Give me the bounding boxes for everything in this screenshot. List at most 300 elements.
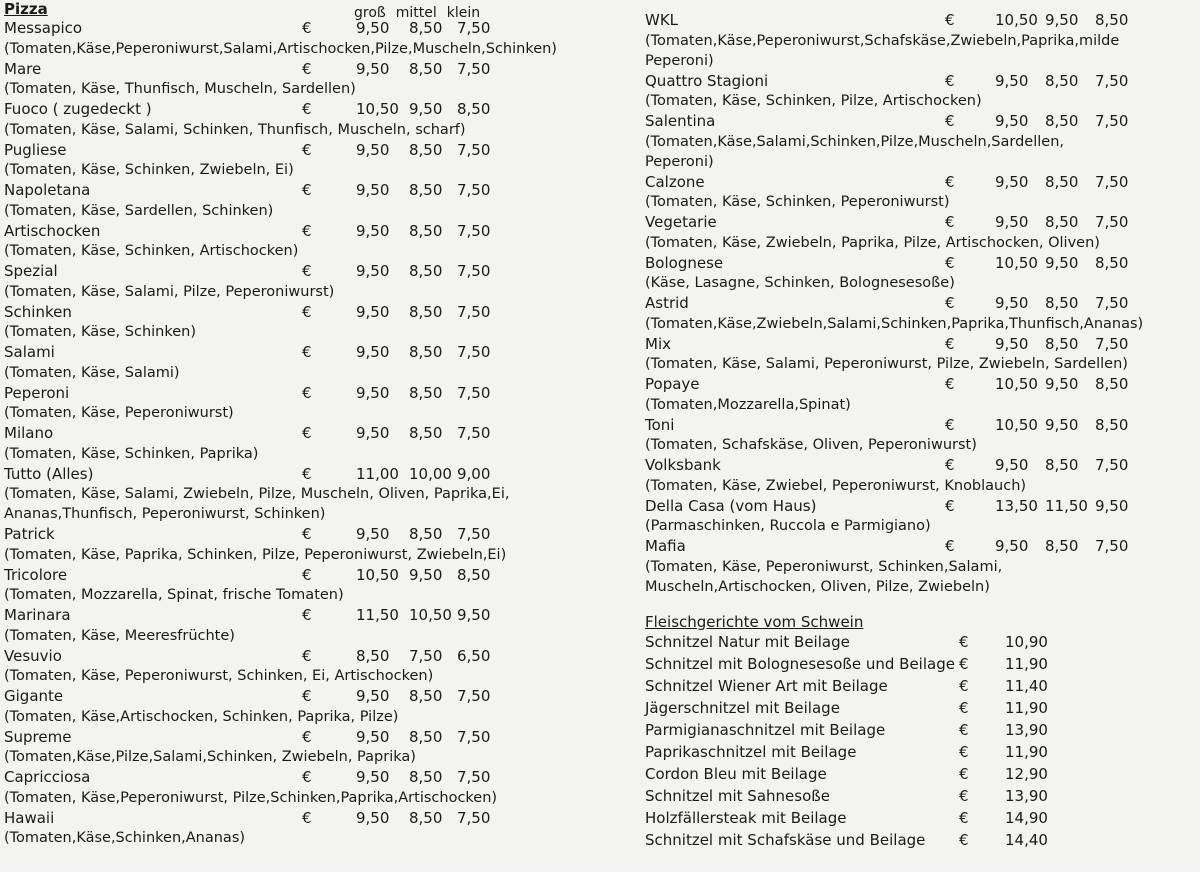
currency-symbol: € [302,59,312,78]
meat-item-price: 11,40 [1005,676,1048,695]
ingredients-line: Muscheln,Artischocken, Oliven, Pilze, Zwiebeln) [645,578,990,595]
menu-item-row [4,808,604,829]
price-mittel: 8,50 [1045,213,1079,231]
menu-item-name: Tutto (Alles) [4,464,94,483]
menu-item [4,423,604,464]
price-mittel: 8,50 [409,768,443,786]
ingredients-line: (Tomaten, Käse,Artischocken, Schinken, Paprika, Pilze) [4,708,399,725]
price-klein: 8,50 [457,100,491,118]
meat-item-name: Holzfällersteak mit Beilage [645,808,847,827]
price-klein: 9,50 [1095,496,1129,515]
price-mittel: 8,50 [409,302,443,321]
price-mittel: 9,50 [1045,375,1079,393]
currency-symbol: € [302,181,312,199]
price-mittel: 8,50 [1045,537,1079,555]
menu-item-row [4,99,604,120]
meat-item-name: Parmigianaschnitzel mit Beilage [645,720,886,739]
ingredients-line: (Tomaten,Mozzarella,Spinat) [645,396,851,413]
menu-item-name: Peperoni [4,383,70,402]
ingredients-line: (Tomaten, Käse, Salami, Schinken, Thunfisch, Muscheln, scharf) [4,121,466,138]
currency-symbol: € [945,71,955,90]
currency-symbol: € [302,302,312,321]
ingredients-line: (Tomaten, Käse, Zwiebeln, Paprika, Pilze, Artischocken, Oliven) [645,234,1100,251]
menu-item [4,727,604,768]
price-mittel: 9,50 [1045,415,1079,434]
meat-item-name: Schnitzel Natur mit Beilage [645,632,850,651]
left-column [4,0,604,848]
price-gross: 9,50 [356,687,390,705]
menu-item [4,464,604,525]
currency-symbol: € [945,172,955,191]
ingredients-line: (Tomaten, Käse, Zwiebel, Peperoniwurst, Knoblauch) [645,477,1027,494]
meat-item-price: 11,90 [1005,654,1048,673]
price-mittel: 8,50 [409,525,443,543]
meat-item-price: 14,40 [1005,830,1048,849]
price-mittel: 9,50 [409,100,443,118]
menu-item-row [4,565,604,586]
price-gross: 9,50 [995,294,1029,312]
currency-symbol: € [959,676,969,695]
meat-item [645,697,1195,719]
price-mittel: 9,50 [409,565,443,584]
price-klein: 7,50 [457,181,491,199]
right-column [645,0,1195,851]
menu-item-name: WKL [645,11,679,29]
price-mittel: 8,50 [409,181,443,199]
menu-item [645,415,1195,456]
price-klein: 8,50 [457,565,491,584]
price-mittel: 8,50 [409,59,443,78]
menu-item-name: Napoletana [4,181,91,199]
ingredients-line: (Tomaten,Käse,Peperoniwurst,Salami,Artischocken,Pilze,Muscheln,Schinken) [4,40,557,57]
meat-item [645,829,1195,851]
size-mittel: mittel [395,5,437,21]
price-mittel: 8,50 [409,383,443,402]
ingredients-line: (Tomaten, Käse, Salami) [4,364,180,381]
menu-item-name: Gigante [4,687,64,705]
meat-item-price: 11,90 [1005,742,1048,761]
meat-item-name: Schnitzel mit Bolognesesoße und Beilage [645,654,955,673]
price-mittel: 8,50 [1045,112,1079,130]
price-klein: 7,50 [1095,213,1129,231]
currency-symbol: € [959,808,969,827]
menu-item [4,99,604,140]
price-klein: 7,50 [457,525,491,543]
ingredients-line: (Parmaschinken, Ruccola e Parmigiano) [645,518,931,534]
price-mittel: 8,50 [1045,334,1079,353]
ingredients-line: (Tomaten,Käse,Pilze,Salami,Schinken, Zwiebeln, Paprika) [4,749,416,765]
price-gross: 9,50 [356,59,390,78]
menu-item [645,111,1195,172]
price-klein: 8,50 [1095,253,1129,272]
menu-item-row [645,415,1195,436]
menu-item-row [4,383,604,404]
ingredients-line: (Tomaten,Käse,Schinken,Ananas) [4,830,246,846]
menu-item [645,172,1195,213]
menu-item-name: Bolognese [645,253,724,272]
menu-item-row [645,10,1195,31]
size-klein: klein [446,5,481,21]
currency-symbol: € [302,565,312,584]
ingredients-line: (Tomaten,Käse,Peperoniwurst,Schafskäse,Zwiebeln,Paprika,milde [645,32,1120,49]
menu-item-name: Messapico [4,19,83,37]
menu-item-row [4,18,604,39]
ingredients-line: (Tomaten, Käse, Peperoniwurst, Schinken, Ei, Artischocken) [4,668,434,684]
menu-item-row [645,334,1195,355]
menu-item [645,334,1195,375]
currency-symbol: € [959,742,969,761]
price-klein: 7,50 [457,343,491,361]
currency-symbol: € [302,140,312,159]
price-klein: 7,50 [457,59,491,78]
menu-item-name: Supreme [4,727,72,746]
menu-item-name: Artischocken [4,221,101,240]
price-gross: 9,50 [995,213,1029,231]
currency-symbol: € [945,537,955,555]
menu-item [645,293,1195,334]
menu-item-row [4,261,604,282]
menu-item-name: Spezial [4,262,58,280]
price-mittel: 8,50 [409,687,443,705]
ingredients-line: (Tomaten, Käse, Schinken, Pilze, Artischocken) [645,93,982,109]
price-klein: 7,50 [457,768,491,786]
price-mittel: 9,50 [1045,11,1079,29]
menu-item-name: Vesuvio [4,646,62,665]
menu-item-row [4,221,604,242]
price-gross: 9,50 [356,302,390,321]
price-mittel: 10,50 [409,606,452,624]
menu-item [4,524,604,565]
ingredients-line: (Tomaten, Käse, Paprika, Schinken, Pilze, Peperoniwurst, Zwiebeln,Ei) [4,546,507,563]
price-mittel: 8,50 [1045,294,1079,312]
meat-item [645,785,1195,807]
menu-item-name: Tricolore [4,565,68,584]
meat-item [645,631,1195,653]
price-gross: 9,50 [995,172,1029,191]
pizza-section-title: Pizza [4,0,48,18]
currency-symbol: € [959,830,969,849]
menu-item [4,808,604,849]
price-gross: 9,50 [356,343,390,361]
meat-item [645,763,1195,785]
price-mittel: 8,50 [409,221,443,240]
price-mittel: 8,50 [1045,172,1079,191]
pizza-list-right [645,10,1195,597]
price-gross: 9,50 [356,140,390,159]
price-gross: 9,50 [356,768,390,786]
menu-item-row [645,172,1195,193]
price-gross: 9,50 [356,221,390,240]
price-klein: 8,50 [1095,11,1129,29]
menu-item [645,455,1195,496]
pizza-list-left [4,18,604,848]
menu-item-row [4,140,604,161]
menu-item-name: Vegetarie [645,213,717,231]
ingredients-line: (Tomaten, Käse, Salami, Pilze, Peperoniwurst) [4,283,335,300]
menu-item [645,71,1195,112]
meat-item-price: 13,90 [1005,720,1048,739]
currency-symbol: € [302,262,312,280]
currency-symbol: € [302,424,312,442]
price-klein: 7,50 [457,727,491,746]
price-mittel: 9,50 [1045,253,1079,272]
price-gross: 10,50 [995,415,1038,434]
menu-item [4,180,604,221]
price-klein: 7,50 [457,262,491,280]
ingredients-line: (Tomaten, Schafskäse, Oliven, Peperoniwurst) [645,437,977,453]
meat-item [645,675,1195,697]
price-mittel: 10,00 [409,464,452,483]
meat-item-price: 12,90 [1005,764,1048,783]
price-klein: 7,50 [457,140,491,159]
currency-symbol: € [302,808,312,827]
menu-item-row [4,302,604,323]
price-klein: 7,50 [1095,112,1129,130]
menu-item-name: Astrid [645,294,689,312]
menu-item-name: Mix [645,334,671,353]
currency-symbol: € [945,213,955,231]
currency-symbol: € [959,720,969,739]
menu-item-name: Schinken [4,302,72,321]
meat-item-name: Schnitzel Wiener Art mit Beilage [645,676,888,695]
currency-symbol: € [302,525,312,543]
ingredients-line: (Tomaten, Käse, Sardellen, Schinken) [4,202,274,219]
menu-item-row [645,496,1195,517]
currency-symbol: € [945,11,955,29]
ingredients-line: (Tomaten, Käse, Peperoniwurst) [4,405,234,421]
price-gross: 9,50 [356,424,390,442]
price-mittel: 11,50 [1045,496,1088,515]
menu-item-row [4,180,604,201]
menu-item [645,212,1195,253]
price-klein: 7,50 [457,424,491,442]
price-gross: 11,00 [356,464,399,483]
menu-item [645,10,1195,71]
currency-symbol: € [959,764,969,783]
price-mittel: 7,50 [409,646,443,665]
menu-item [645,374,1195,415]
menu-item-row [4,605,604,626]
price-klein: 9,00 [457,464,491,483]
price-gross: 8,50 [356,646,390,665]
currency-symbol: € [945,294,955,312]
menu-item-row [4,686,604,707]
price-gross: 9,50 [356,525,390,543]
menu-item-name: Milano [4,424,54,442]
price-mittel: 8,50 [409,343,443,361]
menu-item [4,221,604,262]
menu-item [4,605,604,646]
currency-symbol: € [945,496,955,515]
price-gross: 11,50 [356,606,399,624]
price-klein: 7,50 [1095,294,1129,312]
price-gross: 9,50 [995,537,1029,555]
currency-symbol: € [945,415,955,434]
price-mittel: 8,50 [409,424,443,442]
currency-symbol: € [302,646,312,665]
ingredients-line: (Tomaten, Käse, Schinken, Zwiebeln, Ei) [4,162,294,178]
currency-symbol: € [302,19,312,37]
menu-item [4,18,604,59]
currency-symbol: € [302,343,312,361]
meat-item [645,741,1195,763]
meat-item [645,719,1195,741]
currency-symbol: € [302,383,312,402]
currency-symbol: € [945,112,955,130]
price-gross: 10,50 [995,253,1038,272]
ingredients-line: (Tomaten,Käse,Salami,Schinken,Pilze,Muscheln,Sardellen, [645,133,1064,150]
meat-item-name: Schnitzel mit Sahnesoße [645,786,830,805]
currency-symbol: € [302,100,312,118]
meat-item-price: 13,90 [1005,786,1048,805]
menu-item-row [645,536,1195,557]
meat-item-name: Cordon Bleu mit Beilage [645,764,827,783]
ingredients-line: (Tomaten, Käse, Salami, Peperoniwurst, Pilze, Zwiebeln, Sardellen) [645,356,1128,372]
ingredients-line: (Tomaten, Käse, Schinken, Peperoniwurst) [645,194,950,210]
ingredients-line: (Tomaten, Käse,Peperoniwurst, Pilze,Schinken,Paprika,Artischocken) [4,789,498,806]
price-klein: 7,50 [1095,456,1129,474]
menu-item [4,59,604,100]
price-gross: 9,50 [995,334,1029,353]
menu-item-row [4,59,604,80]
menu-item-name: Patrick [4,525,55,543]
price-klein: 7,50 [1095,537,1129,555]
currency-symbol: € [959,632,969,651]
currency-symbol: € [959,786,969,805]
currency-symbol: € [302,727,312,746]
menu-item-row [4,767,604,788]
menu-item-row [645,455,1195,476]
menu-item-row [4,464,604,485]
ingredients-line: (Tomaten, Käse, Peperoniwurst, Schinken,Salami, [645,558,1003,575]
menu-item [4,686,604,727]
price-klein: 7,50 [457,687,491,705]
menu-item-name: Salentina [645,112,716,130]
menu-item-row [645,212,1195,233]
menu-item [4,565,604,606]
price-gross: 9,50 [356,262,390,280]
meat-item-price: 10,90 [1005,632,1048,651]
price-gross: 9,50 [356,727,390,746]
price-klein: 6,50 [457,646,491,665]
menu-item [4,342,604,383]
price-klein: 7,50 [1095,172,1129,191]
price-gross: 9,50 [995,71,1029,90]
meat-item-name: Schnitzel mit Schafskäse und Beilage [645,830,926,849]
price-klein: 7,50 [457,808,491,827]
price-gross: 10,50 [356,565,399,584]
currency-symbol: € [302,464,312,483]
price-klein: 9,50 [457,606,491,624]
menu-item-name: Salami [4,343,55,361]
currency-symbol: € [945,253,955,272]
meat-item-price: 11,90 [1005,698,1048,717]
ingredients-line: (Tomaten,Käse,Zwiebeln,Salami,Schinken,Paprika,Thunfisch,Ananas) [645,315,1144,332]
currency-symbol: € [302,606,312,624]
price-klein: 7,50 [457,221,491,240]
price-gross: 9,50 [995,112,1029,130]
menu-item-row [645,374,1195,395]
meat-item [645,653,1195,675]
currency-symbol: € [945,334,955,353]
menu-item [4,261,604,302]
ingredients-line: Peperoni) [645,153,714,170]
ingredients-line: (Tomaten, Käse, Schinken) [4,324,197,340]
price-mittel: 8,50 [409,727,443,746]
price-klein: 8,50 [1095,415,1129,434]
menu-item-row [645,111,1195,132]
menu-item-name: Della Casa (vom Haus) [645,496,817,515]
ingredients-line: (Tomaten, Käse, Thunfisch, Muscheln, Sardellen) [4,81,356,97]
meat-item-name: Paprikaschnitzel mit Beilage [645,742,857,761]
price-mittel: 8,50 [1045,456,1079,474]
meat-item [645,807,1195,829]
price-klein: 8,50 [1095,375,1129,393]
menu-item-name: Volksbank [645,456,721,474]
ingredients-line: (Tomaten, Mozzarella, Spinat, frische Tomaten) [4,587,344,603]
menu-item-row [4,727,604,748]
currency-symbol: € [959,698,969,717]
menu-item [645,496,1195,537]
price-gross: 10,50 [995,11,1038,29]
price-mittel: 8,50 [1045,71,1079,90]
menu-item-name: Mafia [645,537,686,555]
currency-symbol: € [945,456,955,474]
currency-symbol: € [302,768,312,786]
menu-item-row [4,646,604,667]
menu-item-name: Hawaii [4,808,55,827]
menu-item [4,646,604,687]
menu-item-name: Toni [645,415,675,434]
meat-section-title: Fleischgerichte vom Schwein [645,612,864,631]
size-gross: groß [354,5,386,21]
price-klein: 7,50 [1095,71,1129,90]
menu-item-row [4,524,604,545]
ingredients-line: (Tomaten, Käse, Salami, Zwiebeln, Pilze, Muscheln, Oliven, Paprika,Ei, [4,486,510,502]
price-gross: 10,50 [995,375,1038,393]
menu-item [4,302,604,343]
currency-symbol: € [302,221,312,240]
menu-item-row [4,423,604,444]
currency-symbol: € [959,654,969,673]
ingredients-line: (Tomaten, Käse, Schinken, Artischocken) [4,243,299,259]
meat-item-name: Jägerschnitzel mit Beilage [645,698,840,717]
meat-list [645,631,1195,851]
price-klein: 7,50 [457,19,491,37]
price-gross: 9,50 [995,456,1029,474]
menu-item [4,140,604,181]
price-mittel: 8,50 [409,808,443,827]
menu-item-name: Popaye [645,375,700,393]
menu-item-name: Calzone [645,172,705,191]
currency-symbol: € [945,375,955,393]
menu-item [645,536,1195,597]
price-gross: 9,50 [356,181,390,199]
menu-item [4,767,604,808]
ingredients-line: Ananas,Thunfisch, Peperoniwurst, Schinken) [4,506,326,522]
ingredients-line: Peperoni) [645,52,714,69]
menu-item-name: Quattro Stagioni [645,71,769,90]
menu-item-row [645,293,1195,314]
menu-item-name: Marinara [4,606,71,624]
price-mittel: 8,50 [409,19,443,37]
ingredients-line: (Tomaten, Käse, Schinken, Paprika) [4,445,259,462]
price-gross: 10,50 [356,100,399,118]
menu-item-row [645,71,1195,92]
menu-item-name: Fuoco ( zugedeckt ) [4,100,152,118]
ingredients-line: (Tomaten, Käse, Meeresfrüchte) [4,627,235,644]
menu-item-name: Pugliese [4,140,67,159]
